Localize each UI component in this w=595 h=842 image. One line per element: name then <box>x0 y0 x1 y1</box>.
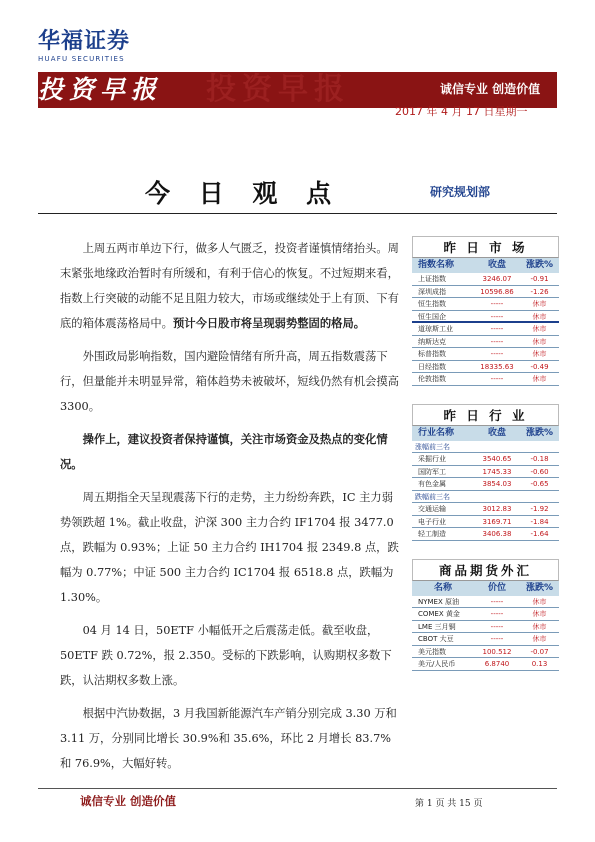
table-cell: 3246.07 <box>482 275 512 283</box>
table-row <box>412 646 559 659</box>
table-row <box>412 528 559 541</box>
table-row <box>412 478 559 491</box>
table-cell: -0.07 <box>530 647 549 656</box>
table-cell: ----- <box>490 375 504 383</box>
table-cell: CBOT 大豆 <box>418 635 454 643</box>
table-cell: 电子行业 <box>418 517 446 526</box>
table-cell: 休市 <box>532 350 547 358</box>
table-cell: 3540.65 <box>482 455 512 463</box>
paragraph-6: 根据中汽协数据，3 月我国新能源汽车产销分别完成 3.30 万和 3.11 万，分别同比增长 30.9%和 35.6%，环比 2 月增长 83.7%和 76.9%，大幅好转。 <box>60 707 397 770</box>
logo-en: HUAFU SECURITIES <box>38 55 125 63</box>
market-title: 昨 日 市 场 <box>412 236 559 258</box>
industry-title: 昨 日 行 业 <box>412 404 559 426</box>
table-row <box>412 336 559 349</box>
table-cell: -1.26 <box>530 287 549 296</box>
table-row <box>412 621 559 634</box>
table-cell: 3854.03 <box>482 480 512 488</box>
table-cell: ----- <box>490 635 504 643</box>
market-table <box>412 273 559 386</box>
table-row <box>412 311 559 324</box>
industry-loss-table <box>412 503 559 541</box>
paragraph-2: 外围政局影响指数，国内避险情绪有所升高，周五指数震荡下行，但量能并未明显异常，箱体趋势未被破坏，短线仍然有机会摸高 3300。 <box>60 350 399 413</box>
table-cell: ----- <box>490 597 504 606</box>
table-cell: 标普指数 <box>418 350 446 358</box>
table-row <box>412 373 559 386</box>
table-row <box>412 273 559 286</box>
table-row <box>412 453 559 466</box>
table-cell: -0.65 <box>530 480 549 488</box>
report-date: 2017 年 4 月 17 日星期一 <box>395 105 528 118</box>
table-cell: -0.91 <box>530 275 549 283</box>
table-row <box>412 633 559 646</box>
banner-watermark: 投资早报 <box>206 72 350 107</box>
table-cell: 18335.63 <box>480 362 514 371</box>
table-cell: 恒生国企 <box>418 312 446 321</box>
footer-slogan: 诚信专业 创造价值 <box>80 794 177 808</box>
table-cell: -0.60 <box>530 467 549 476</box>
table-row <box>412 466 559 479</box>
table-cell: 交通运输 <box>418 505 446 513</box>
table-cell: COMEX 黄金 <box>418 610 460 618</box>
table-cell: -1.92 <box>530 505 549 513</box>
table-cell: 伦敦指数 <box>418 375 446 383</box>
table-cell: 轻工制造 <box>418 530 446 538</box>
page-number: 第 1 页 共 15 页 <box>415 799 483 809</box>
table-cell: 休市 <box>532 375 547 383</box>
table-cell: -1.84 <box>530 517 549 526</box>
market-header: 指数名称 收盘 涨跌% <box>412 258 559 273</box>
table-cell: ----- <box>490 300 504 308</box>
table-cell: 100.512 <box>482 647 512 656</box>
table-cell: ----- <box>490 337 504 346</box>
table-cell: 0.13 <box>531 660 548 668</box>
paragraph-1-highlight: 预计今日股市将呈现弱势整固的格局。 <box>172 317 366 330</box>
header-slogan: 诚信专业 创造价值 <box>440 82 541 96</box>
industry-loss-label: 跌幅前三名 <box>412 491 559 504</box>
table-cell: 国防军工 <box>418 467 446 476</box>
table-row <box>412 658 559 671</box>
futures-header: 名称 价位 涨跌% <box>412 581 559 596</box>
paragraph-4: 周五期指全天呈现震荡下行的走势，主力纷纷奔跌，IC 主力弱势领跌超 1%。截止收盘，沪深 300 主力合约 IF1704 报 3477.0 点，跌幅为 0.93%；上证 50 主力合约 IH1704 报 2349.8 点，跌幅为 0.77%；中证 500 主力合约 IC1704 报 6518.8 点，跌幅为 1.30%。 <box>60 491 399 604</box>
sidebar <box>412 236 559 671</box>
table-cell: 1745.33 <box>482 467 512 476</box>
table-row <box>412 361 559 374</box>
table-cell: 深圳成指 <box>418 287 446 296</box>
table-cell: 休市 <box>532 337 547 346</box>
table-cell: 休市 <box>532 300 547 308</box>
table-cell: -0.49 <box>530 362 549 371</box>
table-cell: 道琼斯工业 <box>418 325 453 333</box>
table-cell: 有色金属 <box>418 480 446 488</box>
table-cell: 休市 <box>532 312 547 321</box>
department-name: 研究规划部 <box>430 185 491 199</box>
table-cell: 3406.38 <box>482 530 512 538</box>
paragraph-1: 上周五两市单边下行，做多人气匮乏，投资者谨慎情绪抬头。周末紧张地缘政治暂时有所缓和，有利于信心的恢复。不过短期来看，指数上行突破的动能不足且阻力较大，市场或继续处于上有顶、下有底的箱体震荡格局中。预计今日股市将呈现弱势整固的格局。 <box>60 242 399 330</box>
table-cell: 3012.83 <box>482 505 512 513</box>
logo-cn: 华福证券 <box>38 29 131 54</box>
table-cell: 纳斯达克 <box>418 337 446 346</box>
table-cell: ----- <box>490 350 504 358</box>
industry-gain-table <box>412 453 559 491</box>
section-divider <box>38 213 557 214</box>
table-row <box>412 323 559 336</box>
company-logo <box>38 30 130 63</box>
futures-title: 商品期货外汇 <box>412 559 559 581</box>
table-cell: 10596.86 <box>480 287 514 296</box>
table-row <box>412 608 559 621</box>
table-cell: 休市 <box>532 597 547 606</box>
table-row <box>412 516 559 529</box>
table-cell: -0.18 <box>530 455 549 463</box>
table-cell: 美元指数 <box>418 647 446 656</box>
table-cell: 休市 <box>532 635 547 643</box>
table-cell: 美元/人民币 <box>418 660 456 668</box>
table-cell: 上证指数 <box>418 275 446 283</box>
industry-gain-label: 涨幅前三名 <box>412 441 559 454</box>
table-row <box>412 286 559 299</box>
article-body <box>60 236 402 784</box>
table-cell: ----- <box>490 325 504 333</box>
table-cell: 休市 <box>532 325 547 333</box>
table-row <box>412 348 559 361</box>
table-cell: LME 三月铜 <box>418 622 456 631</box>
table-cell: 恒生指数 <box>418 300 446 308</box>
table-cell: 3169.71 <box>482 517 512 526</box>
table-cell: ----- <box>490 622 504 631</box>
table-row <box>412 298 559 311</box>
futures-table <box>412 596 559 671</box>
section-title: 今 日 观 点 <box>145 179 342 208</box>
paragraph-5: 04 月 14 日，50ETF 小幅低开之后震荡走低。截至收盘，50ETF 跌 0.72%，报 2.350。受标的下跌影响，认购期权多数下跌，认沽期权多数上涨。 <box>60 624 392 687</box>
table-row <box>412 503 559 516</box>
industry-header: 行业名称 收盘 涨跌% <box>412 426 559 441</box>
table-cell: 采掘行业 <box>418 455 446 463</box>
footer-divider <box>38 788 557 789</box>
table-cell: 休市 <box>532 622 547 631</box>
table-cell: 休市 <box>532 610 547 618</box>
table-cell: ----- <box>490 312 504 321</box>
table-cell: 日经指数 <box>418 362 446 371</box>
table-cell: NYMEX 原油 <box>418 597 459 606</box>
table-cell: -1.64 <box>530 530 549 538</box>
paragraph-3: 操作上，建议投资者保持谨慎，关注市场资金及热点的变化情况。 <box>60 433 388 471</box>
table-cell: ----- <box>490 610 504 618</box>
table-row <box>412 596 559 609</box>
banner-title: 投资早报 <box>38 75 163 104</box>
table-cell: 6.8740 <box>484 660 510 668</box>
